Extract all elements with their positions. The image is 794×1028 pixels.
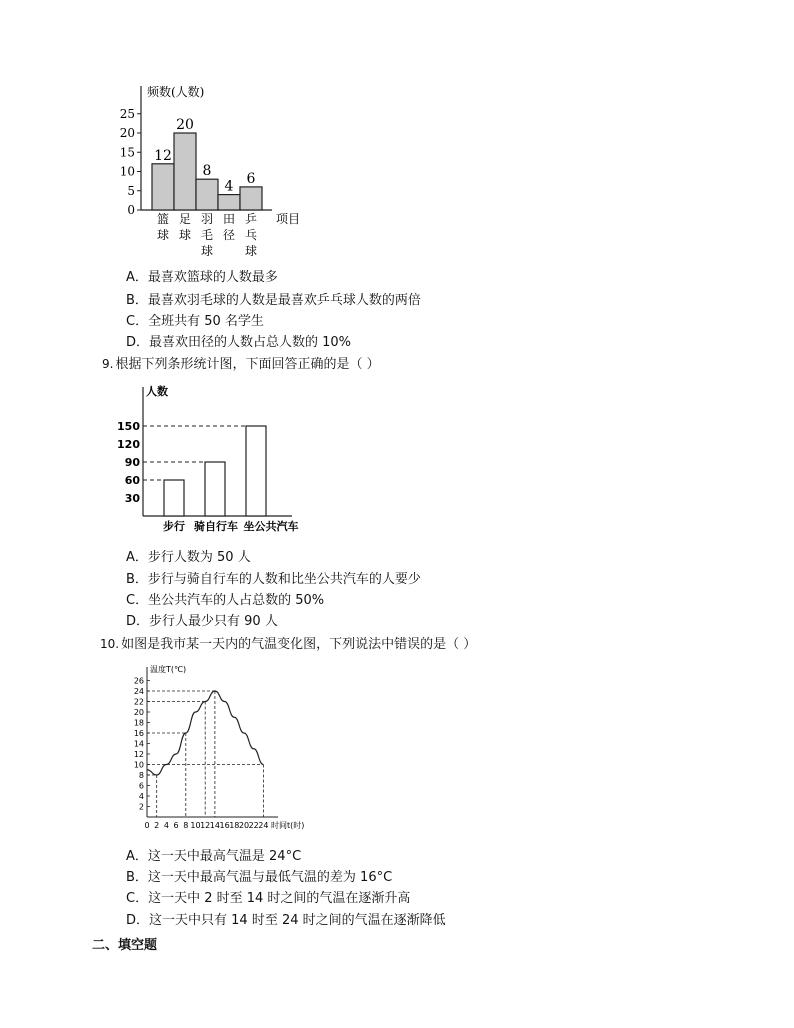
q8-option-d: D．最喜欢田径的人数占总人数的 10% (126, 335, 352, 350)
question-10-text: 如图是我市某一天内的气温变化图，下列说法中错误的是（ ） (121, 637, 477, 652)
chart1-category-label: 球 (156, 228, 170, 242)
chart1-ytick-label: 5 (127, 183, 135, 198)
chart1-bar-value: 4 (224, 178, 234, 195)
chart2-ytick-label: 90 (124, 456, 140, 469)
sport-frequency-chart (0, 0, 794, 270)
chart1-category-label: 径 (222, 228, 236, 242)
chart1-category-label: 足 (178, 212, 192, 226)
chart3-xtick-label: 16 (219, 821, 230, 830)
q9-option-b: B．步行与骑自行车的人数和比坐公共汽车的人要少 (126, 572, 421, 587)
chart3-ytick-label: 26 (133, 676, 144, 686)
chart2-category-label: 步行 (163, 520, 185, 533)
q8-option-c: C．全班共有 50 名学生 (126, 314, 264, 329)
chart3-xtick-label: 8 (183, 821, 189, 830)
q9-option-a: A．步行人数为 50 人 (126, 550, 251, 565)
chart3-ylabel: 温度T(℃) (150, 665, 187, 674)
question-9-text: 根据下列条形统计图，下面回答正确的是（ ） (115, 357, 380, 372)
chart1-ylabel: 频数(人数) (147, 85, 205, 99)
q8-option-b: B．最喜欢羽毛球的人数是最喜欢乒乓球人数的两倍 (126, 293, 421, 308)
chart3-xtick-label: 0 (144, 821, 150, 830)
chart1-bar (240, 187, 262, 210)
question-9 (102, 353, 380, 372)
chart1-bar (174, 133, 196, 210)
chart2-ytick-label: 60 (124, 474, 140, 487)
chart2-bar (205, 462, 225, 516)
chart2-ylabel: 人数 (146, 385, 168, 398)
chart3-xtick-label: 22 (248, 821, 259, 830)
chart3-ytick-label: 14 (133, 739, 144, 749)
chart1-bar-value: 12 (154, 147, 172, 164)
chart3-xtick-label: 4 (163, 821, 169, 830)
question-10 (100, 633, 476, 652)
chart1-ytick-label: 15 (119, 145, 135, 160)
chart1-category-label: 球 (178, 228, 192, 242)
q10-option-d: D．这一天中只有 14 时至 24 时之间的气温在逐渐降低 (126, 913, 446, 928)
chart1-category-label: 球 (200, 244, 214, 258)
q10-option-c: C．这一天中 2 时至 14 时之间的气温在逐渐升高 (126, 891, 411, 906)
q9-option-d: D．步行人最少只有 90 人 (126, 614, 278, 629)
chart3-ytick-label: 12 (133, 750, 144, 759)
question-9-number: 9. (102, 357, 114, 371)
chart3-xtick-label: 24 (258, 821, 269, 830)
chart2-ytick-label: 120 (117, 438, 140, 451)
chart3-ytick-label: 6 (138, 781, 144, 791)
chart1-bar-value: 6 (246, 170, 256, 187)
chart2-bar (246, 426, 266, 516)
chart3-ytick-label: 10 (133, 760, 144, 770)
chart1-category-label: 球 (244, 244, 258, 258)
chart3-ytick-label: 20 (133, 708, 144, 717)
chart3-xtick-label: 14 (209, 821, 220, 830)
q9-option-c: C．坐公共汽车的人占总数的 50% (126, 593, 325, 608)
chart2-ytick-label: 150 (117, 420, 140, 433)
chart3-xtick-label: 12 (200, 821, 211, 830)
chart1-category-label: 篮 (156, 212, 170, 226)
chart3-xlabel: 时间t(时) (271, 821, 305, 830)
section-fill-in-blank: 二、填空题 (92, 938, 158, 953)
chart3-ytick-label: 8 (138, 771, 144, 780)
chart1-ytick-label: 20 (119, 126, 135, 140)
chart1-bar-value: 20 (176, 117, 194, 133)
chart2-category-label: 骑自行车 (194, 520, 238, 533)
q10-option-a: A．这一天中最高气温是 24°C (126, 849, 302, 864)
chart2-bar (164, 480, 184, 516)
chart3-ytick-label: 2 (138, 802, 144, 812)
chart3-xtick-label: 6 (173, 821, 179, 830)
chart3-xtick-label: 20 (238, 821, 250, 830)
chart3-xtick-label: 2 (154, 821, 160, 830)
chart1-bar (218, 195, 240, 210)
question-10-number: 10. (100, 637, 120, 651)
travel-bar-chart (0, 375, 794, 545)
chart3-ytick-label: 22 (133, 697, 144, 707)
chart3-ytick-label: 4 (138, 792, 144, 801)
chart1-category-label: 乒 (244, 212, 258, 226)
chart1-category-label: 羽 (200, 212, 214, 226)
chart2-ytick-label: 30 (124, 492, 140, 505)
chart3-ytick-label: 18 (133, 718, 144, 728)
chart1-ytick-label: 25 (119, 106, 135, 121)
chart1-ytick-label: 0 (127, 203, 135, 217)
q10-option-b: B．这一天中最高气温与最低气温的差为 16°C (126, 870, 393, 885)
temperature-line-chart (0, 655, 794, 845)
chart3-xtick-label: 10 (190, 821, 201, 830)
chart3-ytick-label: 24 (133, 687, 144, 696)
chart1-bar-value: 8 (202, 163, 212, 180)
chart1-bar (152, 164, 174, 210)
chart1-ytick-label: 10 (119, 164, 135, 179)
chart3-xtick-label: 18 (229, 821, 240, 830)
chart3-ytick-label: 16 (133, 729, 144, 738)
chart1-bar (196, 179, 218, 210)
chart2-category-label: 坐公共汽车 (243, 520, 299, 533)
chart1-xlabel: 项目 (276, 212, 301, 226)
chart1-category-label: 田 (222, 212, 236, 226)
chart1-category-label: 乓 (244, 228, 258, 242)
q8-option-a: A．最喜欢篮球的人数最多 (126, 270, 278, 285)
chart1-category-label: 毛 (200, 228, 214, 242)
